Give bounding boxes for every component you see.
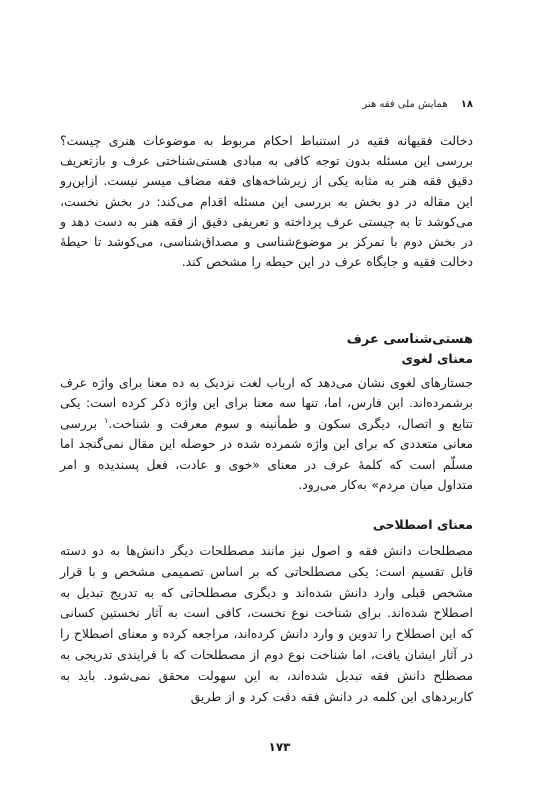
- technical-paragraph: [60, 541, 473, 707]
- header-page-marker: ۱۸: [460, 99, 473, 110]
- footnote-marker[interactable]: ۱: [104, 415, 109, 425]
- page-number: ۱۷۳: [268, 740, 291, 754]
- running-header: [86, 96, 473, 114]
- lexical-text-part1: جستارهای لغوی نشان می‌دهد که ارباب لغت نزدیک به ده معنا برای واژه عرف برشمرده‌اند. ابن فارس، اما، تنها سه معنا برای این واژه ذکر کرده است: یکی تتابع و اتصال، دیگری سکون و طمأنینه و سوم معرفت و شناخت.: [60, 375, 473, 431]
- lexical-text-part2: بررسی معانی متعددی که برای این واژه شمرده شده در حوصله این مقال نمی‌گنجد اما مسلّم است که کلمهٔ عرف در معنای «خوی و عادت، فعل پسندیده و امر متداول میان مردم» به‌کار می‌رود.: [60, 415, 473, 493]
- intro-paragraph: [60, 131, 473, 272]
- lexical-paragraph: [60, 373, 473, 495]
- intro-paragraph-text: دخالت فقیهانه فقیه در استنباط احکام مربوط به موضوعات هنری چیست؟ بررسی این مسئله بدون توجه کافی به مبادی هستی‌شناختی عرف و بازتعریف دقیق فقه هنر به مثابه یکی از زیرشاخه‌های فقه مضاف میسر نیست. ازاین‌رو این مقاله در دو بخش به بررسی این مسئله اقدام می‌کند: در بخش نخست، می‌کوشد تا به چیستی عرف پرداخته و تعریفی دقیق از فقه هنر به دست دهد و در بخش دوم با تمرکز بر موضوع‌شناسی و مصداق‌شناسی، می‌کوشد تا حیطهٔ دخالت فقیه و جایگاه عرف در این حیطه را مشخص کند.: [60, 133, 473, 270]
- subheading-lexical-meaning: معنای لغوی: [401, 351, 473, 366]
- header-title: همایش ملی فقه هنر: [362, 99, 448, 110]
- section-heading-ontology: هستی‌شناسی عرف: [346, 332, 473, 347]
- lexical-paragraph-text: [60, 373, 473, 495]
- technical-paragraph-text: مصطلحات دانش فقه و اصول نیز مانند مصطلحات دیگر دانش‌ها به دو دسته قابل تقسیم است: یکی مصطلحاتی که بر اساس تصمیمی مشخص و با قرار مشخص قبلی وارد دانش شده‌اند و دیگری مصطلحاتی که به تدریج تبدیل به اصطلاح شده‌اند. برای شناخت نوع نخست، کافی است به آثار نخستین کسانی که این اصطلاح را تدوین و وارد دانش کرده‌اند، مراجعه کرده و معنای اصطلاح را در آثار ایشان یافت، اما شناخت نوع دوم از مصطلحات که با فرایندی تدریجی به مصطلح دانش فقه تبدیل شده‌اند، به این سهولت محقق نمی‌شود. باید به کاربردهای این کلمه در دانش فقه دقت کرد و از طریق: [60, 543, 473, 704]
- subheading-technical-meaning: معنای اصطلاحی: [372, 517, 473, 532]
